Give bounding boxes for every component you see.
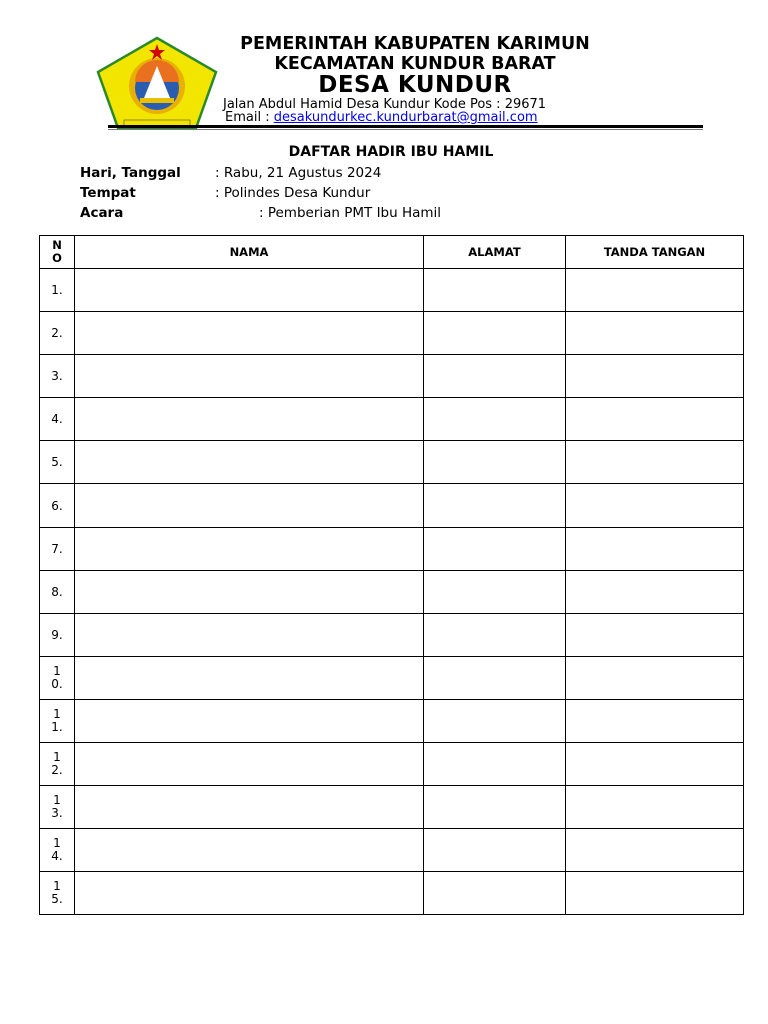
- row-number: 8.: [40, 570, 75, 613]
- nama-cell[interactable]: [75, 484, 424, 527]
- alamat-cell[interactable]: [424, 699, 566, 742]
- nama-cell[interactable]: [75, 829, 424, 872]
- row-number: 15.: [40, 872, 75, 915]
- tanda-tangan-cell[interactable]: [566, 355, 744, 398]
- alamat-cell[interactable]: [424, 613, 566, 656]
- alamat-cell[interactable]: [424, 570, 566, 613]
- header-nama: NAMA: [75, 236, 424, 269]
- alamat-cell[interactable]: [424, 355, 566, 398]
- row-number: 6.: [40, 484, 75, 527]
- table-row: [40, 355, 744, 398]
- alamat-cell[interactable]: [424, 312, 566, 355]
- row-number: 10.: [40, 656, 75, 699]
- attendance-table: [39, 235, 744, 915]
- row-number: 12.: [40, 743, 75, 786]
- info-value-event: : Pemberian PMT Ibu Hamil: [259, 205, 442, 221]
- table-row: [40, 699, 744, 742]
- tanda-tangan-cell[interactable]: [566, 656, 744, 699]
- tanda-tangan-cell[interactable]: [566, 312, 744, 355]
- row-number: 14.: [40, 829, 75, 872]
- letterhead-line-3: DESA KUNDUR: [318, 72, 512, 98]
- nama-cell[interactable]: [75, 613, 424, 656]
- info-label-date: Hari, Tanggal: [80, 165, 181, 181]
- info-label-event: Acara: [80, 205, 124, 221]
- document-title: DAFTAR HADIR IBU HAMIL: [288, 144, 494, 160]
- row-number: 3.: [40, 355, 75, 398]
- alamat-cell[interactable]: [424, 656, 566, 699]
- alamat-cell[interactable]: [424, 441, 566, 484]
- nama-cell[interactable]: [75, 786, 424, 829]
- alamat-cell[interactable]: [424, 829, 566, 872]
- nama-cell[interactable]: [75, 872, 424, 915]
- header-rule-thin: [108, 129, 703, 130]
- alamat-cell[interactable]: [424, 527, 566, 570]
- tanda-tangan-cell[interactable]: [566, 872, 744, 915]
- table-row: [40, 312, 744, 355]
- letterhead-line-2: KECAMATAN KUNDUR BARAT: [274, 54, 556, 74]
- tanda-tangan-cell[interactable]: [566, 484, 744, 527]
- alamat-cell[interactable]: [424, 484, 566, 527]
- table-row: [40, 398, 744, 441]
- nama-cell[interactable]: [75, 570, 424, 613]
- nama-cell[interactable]: [75, 355, 424, 398]
- row-number: 9.: [40, 613, 75, 656]
- table-row: [40, 613, 744, 656]
- table-row: [40, 570, 744, 613]
- nama-cell[interactable]: [75, 699, 424, 742]
- table-header-row: [40, 236, 744, 269]
- row-number: 7.: [40, 527, 75, 570]
- table-row: [40, 786, 744, 829]
- alamat-cell[interactable]: [424, 786, 566, 829]
- alamat-cell[interactable]: [424, 743, 566, 786]
- header-rule: [108, 125, 703, 128]
- nama-cell[interactable]: [75, 527, 424, 570]
- row-number: 13.: [40, 786, 75, 829]
- alamat-cell[interactable]: [424, 398, 566, 441]
- nama-cell[interactable]: [75, 441, 424, 484]
- email-link[interactable]: desakundurkec.kundurbarat@gmail.com: [273, 110, 538, 125]
- tanda-tangan-cell[interactable]: [566, 699, 744, 742]
- nama-cell[interactable]: [75, 312, 424, 355]
- tanda-tangan-cell[interactable]: [566, 786, 744, 829]
- tanda-tangan-cell[interactable]: [566, 570, 744, 613]
- tanda-tangan-cell[interactable]: [566, 613, 744, 656]
- header-alamat: ALAMAT: [424, 236, 566, 269]
- letterhead-line-1: PEMERINTAH KABUPATEN KARIMUN: [240, 34, 590, 54]
- table-row: [40, 743, 744, 786]
- row-number: 2.: [40, 312, 75, 355]
- row-number: 5.: [40, 441, 75, 484]
- tanda-tangan-cell[interactable]: [566, 527, 744, 570]
- table-row: [40, 484, 744, 527]
- tanda-tangan-cell[interactable]: [566, 743, 744, 786]
- nama-cell[interactable]: [75, 743, 424, 786]
- info-label-place: Tempat: [80, 185, 136, 201]
- alamat-cell[interactable]: [424, 872, 566, 915]
- tanda-tangan-cell[interactable]: [566, 398, 744, 441]
- table-row: [40, 441, 744, 484]
- row-number: 11.: [40, 699, 75, 742]
- table-row: [40, 527, 744, 570]
- table-row: [40, 872, 744, 915]
- address: Jalan Abdul Hamid Desa Kundur Kode Pos : 29671: [223, 97, 547, 112]
- tanda-tangan-cell[interactable]: [566, 829, 744, 872]
- nama-cell[interactable]: [75, 398, 424, 441]
- header-tanda-tangan: TANDA TANGAN: [566, 236, 744, 269]
- table-row: [40, 829, 744, 872]
- tanda-tangan-cell[interactable]: [566, 269, 744, 312]
- row-number: 4.: [40, 398, 75, 441]
- table-row: [40, 269, 744, 312]
- info-value-date: : Rabu, 21 Agustus 2024: [215, 165, 382, 181]
- row-number: 1.: [40, 269, 75, 312]
- alamat-cell[interactable]: [424, 269, 566, 312]
- table-row: [40, 656, 744, 699]
- nama-cell[interactable]: [75, 656, 424, 699]
- nama-cell[interactable]: [75, 269, 424, 312]
- email-label: Email :: [225, 110, 274, 125]
- info-value-place: : Polindes Desa Kundur: [215, 185, 371, 201]
- header-no: NO: [40, 236, 75, 269]
- email-line: [225, 110, 538, 125]
- tanda-tangan-cell[interactable]: [566, 441, 744, 484]
